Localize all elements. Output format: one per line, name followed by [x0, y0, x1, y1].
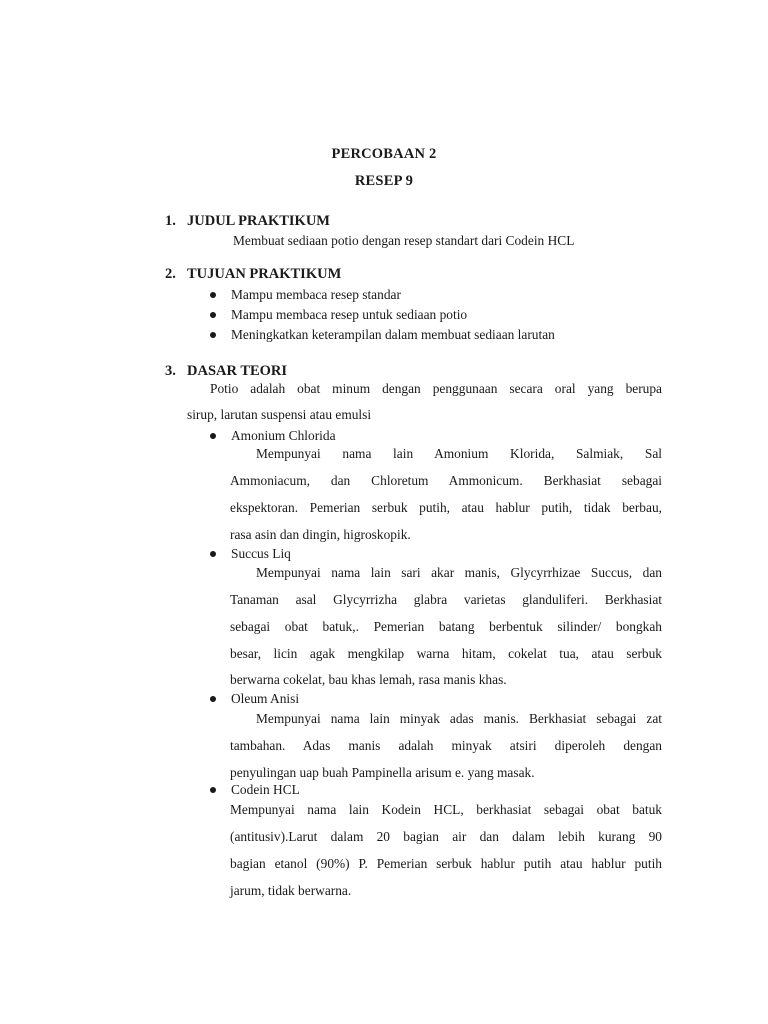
list-item: Amonium Chlorida — [210, 428, 336, 444]
section-title: TUJUAN PRAKTIKUM — [187, 266, 342, 282]
list-item: Mampu membaca resep untuk sediaan potio — [210, 307, 467, 323]
item-line: penyulingan uap buah Pampinella arisum e. yang masak. — [230, 765, 535, 780]
list-item: Oleum Anisi — [210, 691, 299, 707]
section-judul-text: Membuat sediaan potio dengan resep standart dari Codein HCL — [233, 233, 575, 248]
item-line: rasa asin dan dingin, higroskopik. — [230, 527, 411, 542]
item-line: jarum, tidak berwarna. — [230, 883, 352, 898]
section-heading-tujuan — [165, 266, 341, 283]
item-line: Mempunyai nama lain Amonium Klorida, Salmiak, Sal — [256, 446, 662, 461]
item-line: ekspektoran. Pemerian serbuk putih, atau hablur putih, tidak berbau, — [230, 500, 662, 515]
list-item: Succus Liq — [210, 546, 291, 562]
item-line: tambahan. Adas manis adalah minyak atsiri diperoleh dengan — [230, 738, 662, 753]
list-item: Codein HCL — [210, 782, 300, 798]
item-line: Mempunyai nama lain Kodein HCL, berkhasiat sebagai obat batuk — [230, 802, 662, 817]
item-line: sebagai obat batuk,. Pemerian batang berbentuk silinder/ bongkah — [230, 619, 662, 634]
section-heading-dasar-teori — [165, 363, 287, 380]
list-item: Mampu membaca resep standar — [210, 287, 401, 303]
intro-line: Potio adalah obat minum dengan penggunaan secara oral yang berupa — [210, 381, 662, 396]
item-line: Ammoniacum, dan Chloretum Ammonicum. Berkhasiat sebagai — [230, 473, 662, 488]
section-title: DASAR TEORI — [187, 363, 288, 379]
section-heading-judul — [165, 213, 330, 230]
intro-line: sirup, larutan suspensi atau emulsi — [187, 407, 372, 422]
bullet-icon — [210, 312, 216, 318]
item-line: Tanaman asal Glycyrrizha glabra varietas glanduliferi. Berkhasiat — [230, 592, 662, 607]
bullet-icon — [210, 433, 216, 439]
item-line: Mempunyai nama lain sari akar manis, Glycyrrhizae Succus, dan — [256, 565, 662, 580]
item-line: (antitusiv).Larut dalam 20 bagian air dan dalam lebih kurang 90 — [230, 829, 662, 844]
document-title: PERCOBAAN 2 — [331, 146, 437, 162]
bullet-icon — [210, 787, 216, 793]
section-number: 3. — [165, 363, 176, 379]
section-number: 1. — [165, 213, 176, 229]
item-line: bagian etanol (90%) P. Pemerian serbuk hablur putih atau hablur putih — [230, 856, 662, 871]
item-line: besar, licin agak mengkilap warna hitam, cokelat tua, atau serbuk — [230, 646, 662, 661]
item-line: berwarna cokelat, bau khas lemah, rasa manis khas. — [230, 672, 507, 687]
document-subtitle: RESEP 9 — [354, 173, 414, 189]
bullet-icon — [210, 696, 216, 702]
item-line: Mempunyai nama lain minyak adas manis. Berkhasiat sebagai zat — [256, 711, 662, 726]
section-number: 2. — [165, 266, 176, 282]
bullet-icon — [210, 292, 216, 298]
bullet-icon — [210, 332, 216, 338]
bullet-icon — [210, 551, 216, 557]
section-title: JUDUL PRAKTIKUM — [187, 213, 330, 229]
list-item: Meningkatkan keterampilan dalam membuat sediaan larutan — [210, 327, 555, 343]
